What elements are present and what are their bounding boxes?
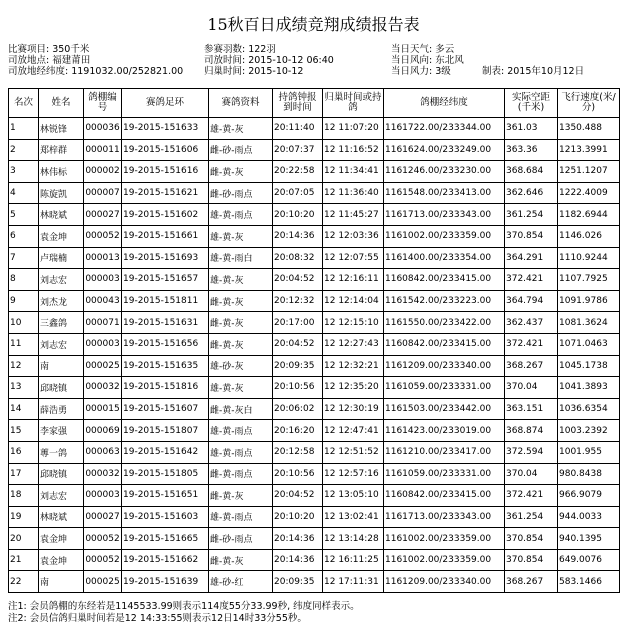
arrival-time-cell: 12 11:36:40 <box>323 182 384 204</box>
table-row <box>9 269 620 291</box>
bird-info-cell: 雄-黄-雨点 <box>209 506 273 528</box>
distance-cell: 368.267 <box>505 571 558 593</box>
distance-cell: 361.254 <box>505 204 558 226</box>
rank-cell: 3 <box>9 161 39 183</box>
arrival-time-cell: 12 17:11:31 <box>323 571 384 593</box>
arrival-time-cell: 12 12:47:41 <box>323 420 384 442</box>
speed-cell: 1110.9244 <box>558 247 620 269</box>
speed-cell: 1222.4009 <box>558 182 620 204</box>
ring-cell: 19-2015-151642 <box>122 441 209 463</box>
arrival-time-cell: 12 12:16:11 <box>323 269 384 291</box>
name-cell: 邱晓镇 <box>39 463 84 485</box>
table-row <box>9 506 620 528</box>
distance-cell: 364.291 <box>505 247 558 269</box>
wind-force: 当日风力: 3级 <box>391 66 451 77</box>
table-row <box>9 485 620 507</box>
col-arrival-time: 归巢时间或持鸽 <box>323 89 384 118</box>
speed-cell: 1041.3893 <box>558 377 620 399</box>
clock-time-cell: 20:04:52 <box>273 333 323 355</box>
loft-id-cell: 000032 <box>84 463 122 485</box>
bird-info-cell: 雄-黄-灰 <box>209 269 273 291</box>
distance-cell: 372.594 <box>505 441 558 463</box>
col-distance: 实际空距(千米) <box>505 89 558 118</box>
distance-cell: 370.854 <box>505 549 558 571</box>
coordinates-cell: 1161400.00/233354.00 <box>384 247 505 269</box>
col-speed: 飞行速度(米/分) <box>558 89 620 118</box>
ring-cell: 19-2015-151639 <box>122 571 209 593</box>
coordinates-cell: 1161059.00/233331.00 <box>384 377 505 399</box>
ring-cell: 19-2015-151656 <box>122 333 209 355</box>
bird-info-cell: 雄-黄-雨点 <box>209 441 273 463</box>
table-row <box>9 204 620 226</box>
arrival-time-cell: 12 12:15:10 <box>323 312 384 334</box>
speed-cell: 1213.3991 <box>558 139 620 161</box>
clock-time-cell: 20:09:35 <box>273 571 323 593</box>
arrival-time-cell: 12 13:02:41 <box>323 506 384 528</box>
rank-cell: 19 <box>9 506 39 528</box>
distance-cell: 364.794 <box>505 290 558 312</box>
speed-cell: 1091.9786 <box>558 290 620 312</box>
ring-cell: 19-2015-151657 <box>122 269 209 291</box>
speed-cell: 980.8438 <box>558 463 620 485</box>
ring-cell: 19-2015-151603 <box>122 506 209 528</box>
coordinates-cell: 1161713.00/233343.00 <box>384 204 505 226</box>
bird-info-cell: 雄-黄-雨点 <box>209 204 273 226</box>
name-cell: 陈旋凯 <box>39 182 84 204</box>
release-time: 司放时间: 2015-10-12 06:40 <box>204 55 334 66</box>
rank-cell: 7 <box>9 247 39 269</box>
ring-cell: 19-2015-151811 <box>122 290 209 312</box>
speed-cell: 966.9079 <box>558 485 620 507</box>
bird-info-cell: 雄-砂-灰 <box>209 355 273 377</box>
col-clock-time: 持鸽钟报到时间 <box>273 89 323 118</box>
arrival-time-cell: 12 12:57:16 <box>323 463 384 485</box>
bird-info-cell: 雌-黄-灰 <box>209 290 273 312</box>
coordinates-cell: 1161059.00/233331.00 <box>384 463 505 485</box>
name-cell: 邱晓镇 <box>39 377 84 399</box>
coordinates-cell: 1160842.00/233415.00 <box>384 269 505 291</box>
bird-info-cell: 雌-黄-灰 <box>209 485 273 507</box>
name-cell: 南 <box>39 355 84 377</box>
speed-cell: 944.0033 <box>558 506 620 528</box>
arrival-time-cell: 12 13:14:28 <box>323 528 384 550</box>
loft-id-cell: 000043 <box>84 290 122 312</box>
arrival-time-cell: 12 12:14:04 <box>323 290 384 312</box>
ring-cell: 19-2015-151651 <box>122 485 209 507</box>
clock-time-cell: 20:04:52 <box>273 485 323 507</box>
distance-cell: 363.151 <box>505 398 558 420</box>
bird-info-cell: 雌-黄-灰 <box>209 312 273 334</box>
speed-cell: 1350.488 <box>558 118 620 140</box>
name-cell: 刘志宏 <box>39 485 84 507</box>
distance-cell: 362.437 <box>505 312 558 334</box>
clock-time-cell: 20:14:36 <box>273 528 323 550</box>
coordinates-cell: 1161209.00/233340.00 <box>384 355 505 377</box>
distance-cell: 372.421 <box>505 485 558 507</box>
arrival-time-cell: 12 11:45:27 <box>323 204 384 226</box>
ring-cell: 19-2015-151693 <box>122 247 209 269</box>
table-row <box>9 441 620 463</box>
coordinates-cell: 1161002.00/233359.00 <box>384 528 505 550</box>
arrival-time-cell: 12 12:07:55 <box>323 247 384 269</box>
coordinates-cell: 1161624.00/233249.00 <box>384 139 505 161</box>
loft-id-cell: 000025 <box>84 571 122 593</box>
ring-cell: 19-2015-151665 <box>122 528 209 550</box>
col-name: 姓名 <box>39 89 84 118</box>
table-row <box>9 549 620 571</box>
clock-time-cell: 20:14:36 <box>273 225 323 247</box>
rank-cell: 16 <box>9 441 39 463</box>
rank-cell: 4 <box>9 182 39 204</box>
header-row <box>9 89 620 118</box>
table-row <box>9 571 620 593</box>
coordinates-cell: 1160842.00/233415.00 <box>384 333 505 355</box>
speed-cell: 1107.7925 <box>558 269 620 291</box>
rank-cell: 18 <box>9 485 39 507</box>
bird-info-cell: 雌-黄-灰 <box>209 333 273 355</box>
clock-time-cell: 20:12:58 <box>273 441 323 463</box>
distance-cell: 370.04 <box>505 377 558 399</box>
bird-info-cell: 雄-黄-灰 <box>209 118 273 140</box>
distance-cell: 372.421 <box>505 269 558 291</box>
clock-time-cell: 20:07:05 <box>273 182 323 204</box>
col-rank: 名次 <box>9 89 39 118</box>
speed-cell: 649.0076 <box>558 549 620 571</box>
name-cell: 卢瑞楠 <box>39 247 84 269</box>
clock-time-cell: 20:14:36 <box>273 549 323 571</box>
bird-info-cell: 雌-砂-雨点 <box>209 182 273 204</box>
name-cell: 林伟标 <box>39 161 84 183</box>
clock-time-cell: 20:10:20 <box>273 506 323 528</box>
bird-info-cell: 雄-砂-红 <box>209 571 273 593</box>
release-coordinates: 司放地经纬度: 1191032.00/252821.00 <box>8 66 184 77</box>
rank-cell: 9 <box>9 290 39 312</box>
loft-id-cell: 000063 <box>84 441 122 463</box>
arrival-time-cell: 12 11:34:41 <box>323 161 384 183</box>
distance-cell: 370.854 <box>505 225 558 247</box>
wind-direction: 当日风向: 东北风 <box>391 55 464 66</box>
rank-cell: 14 <box>9 398 39 420</box>
rank-cell: 6 <box>9 225 39 247</box>
loft-id-cell: 000002 <box>84 161 122 183</box>
loft-id-cell: 000052 <box>84 528 122 550</box>
clock-time-cell: 20:10:56 <box>273 463 323 485</box>
rank-cell: 15 <box>9 420 39 442</box>
ring-cell: 19-2015-151606 <box>122 139 209 161</box>
rank-cell: 22 <box>9 571 39 593</box>
loft-id-cell: 000027 <box>84 506 122 528</box>
ring-cell: 19-2015-151616 <box>122 161 209 183</box>
clock-time-cell: 20:08:32 <box>273 247 323 269</box>
table-row <box>9 290 620 312</box>
clock-time-cell: 20:09:35 <box>273 355 323 377</box>
loft-id-cell: 000003 <box>84 269 122 291</box>
distance-cell: 368.684 <box>505 161 558 183</box>
loft-id-cell: 000052 <box>84 549 122 571</box>
name-cell: 袁金坤 <box>39 549 84 571</box>
rank-cell: 12 <box>9 355 39 377</box>
coordinates-cell: 1161002.00/233359.00 <box>384 225 505 247</box>
arrival-time-cell: 12 16:11:25 <box>323 549 384 571</box>
speed-cell: 1182.6944 <box>558 204 620 226</box>
speed-cell: 1036.6354 <box>558 398 620 420</box>
table-row <box>9 398 620 420</box>
table-row <box>9 333 620 355</box>
distance-cell: 363.36 <box>505 139 558 161</box>
table-row <box>9 463 620 485</box>
name-cell: 袁金坤 <box>39 225 84 247</box>
name-cell: 薛浩勇 <box>39 398 84 420</box>
rank-cell: 11 <box>9 333 39 355</box>
rank-cell: 20 <box>9 528 39 550</box>
clock-time-cell: 20:16:20 <box>273 420 323 442</box>
table-row <box>9 377 620 399</box>
ring-cell: 19-2015-151607 <box>122 398 209 420</box>
clock-time-cell: 20:07:37 <box>273 139 323 161</box>
loft-id-cell: 000003 <box>84 485 122 507</box>
name-cell: 林晓斌 <box>39 506 84 528</box>
loft-id-cell: 000003 <box>84 333 122 355</box>
weather: 当日天气: 多云 <box>391 44 455 55</box>
bird-info-cell: 雌-砂-雨点 <box>209 528 273 550</box>
loft-id-cell: 000015 <box>84 398 122 420</box>
speed-cell: 583.1466 <box>558 571 620 593</box>
bird-info-cell: 雌-黄-灰 <box>209 161 273 183</box>
table-row <box>9 420 620 442</box>
ring-cell: 19-2015-151807 <box>122 420 209 442</box>
footnote-2: 注2: 会员信鸽归巢时间若是12 14:33:55则表示12日14时33分55秒。 <box>8 613 307 624</box>
bird-info-cell: 雌-砂-雨点 <box>209 139 273 161</box>
arrival-time-cell: 12 11:16:52 <box>323 139 384 161</box>
bird-info-cell: 雄-黄-雨白 <box>209 247 273 269</box>
clock-time-cell: 20:10:20 <box>273 204 323 226</box>
loft-id-cell: 000069 <box>84 420 122 442</box>
ring-cell: 19-2015-151662 <box>122 549 209 571</box>
speed-cell: 1071.0463 <box>558 333 620 355</box>
name-cell: 郑梓群 <box>39 139 84 161</box>
speed-cell: 1146.026 <box>558 225 620 247</box>
col-loft-id: 鸽棚编号 <box>84 89 122 118</box>
clock-time-cell: 20:06:02 <box>273 398 323 420</box>
name-cell: 蓴一鸽 <box>39 441 84 463</box>
loft-id-cell: 000011 <box>84 139 122 161</box>
ring-cell: 19-2015-151805 <box>122 463 209 485</box>
name-cell: 刘志宏 <box>39 333 84 355</box>
arrival-time-cell: 12 12:32:21 <box>323 355 384 377</box>
loft-id-cell: 000052 <box>84 225 122 247</box>
col-bird-info: 赛鸽资料 <box>209 89 273 118</box>
rank-cell: 21 <box>9 549 39 571</box>
name-cell: 林晓斌 <box>39 204 84 226</box>
table-row <box>9 528 620 550</box>
coordinates-cell: 1161713.00/233343.00 <box>384 506 505 528</box>
release-location: 司放地点: 福建莆田 <box>8 55 91 66</box>
speed-cell: 1251.1207 <box>558 161 620 183</box>
bird-info-cell: 雌-黄-灰 <box>209 549 273 571</box>
distance-cell: 362.646 <box>505 182 558 204</box>
arrival-time-cell: 12 12:03:36 <box>323 225 384 247</box>
report-title: 15秋百日成绩竞翔成绩报告表 <box>207 15 420 34</box>
loft-id-cell: 000036 <box>84 118 122 140</box>
col-ring: 赛鸽足环 <box>122 89 209 118</box>
table-row <box>9 247 620 269</box>
coordinates-cell: 1161722.00/233344.00 <box>384 118 505 140</box>
table-row <box>9 225 620 247</box>
results-table <box>8 88 620 593</box>
clock-time-cell: 20:12:32 <box>273 290 323 312</box>
coordinates-cell: 1161548.00/233413.00 <box>384 182 505 204</box>
arrival-time-cell: 12 13:05:10 <box>323 485 384 507</box>
name-cell: 南 <box>39 571 84 593</box>
name-cell: 刘杰龙 <box>39 290 84 312</box>
coordinates-cell: 1161002.00/233359.00 <box>384 549 505 571</box>
coordinates-cell: 1161210.00/233417.00 <box>384 441 505 463</box>
bird-info-cell: 雄-黄-雨点 <box>209 420 273 442</box>
name-cell: 李家强 <box>39 420 84 442</box>
speed-cell: 940.1395 <box>558 528 620 550</box>
rank-cell: 10 <box>9 312 39 334</box>
bird-info-cell: 雄-黄-灰 <box>209 377 273 399</box>
name-cell: 林锐锋 <box>39 118 84 140</box>
speed-cell: 1081.3624 <box>558 312 620 334</box>
tabulation-date: 制表: 2015年10月12日 <box>482 66 585 77</box>
coordinates-cell: 1161423.00/233019.00 <box>384 420 505 442</box>
coordinates-cell: 1161550.00/233422.00 <box>384 312 505 334</box>
footnotes <box>8 601 360 625</box>
table-row <box>9 312 620 334</box>
clock-time-cell: 20:11:40 <box>273 118 323 140</box>
ring-cell: 19-2015-151816 <box>122 377 209 399</box>
coordinates-cell: 1160842.00/233415.00 <box>384 485 505 507</box>
bird-info-cell: 雄-黄-灰 <box>209 225 273 247</box>
distance-cell: 361.254 <box>505 506 558 528</box>
coordinates-cell: 1161503.00/233442.00 <box>384 398 505 420</box>
loft-id-cell: 000013 <box>84 247 122 269</box>
return-date: 归巢时间: 2015-10-12 <box>204 66 304 77</box>
bird-info-cell: 雌-黄-雨点 <box>209 463 273 485</box>
loft-id-cell: 000032 <box>84 377 122 399</box>
arrival-time-cell: 12 12:27:43 <box>323 333 384 355</box>
arrival-time-cell: 12 12:35:20 <box>323 377 384 399</box>
arrival-time-cell: 12 12:51:52 <box>323 441 384 463</box>
distance-cell: 372.421 <box>505 333 558 355</box>
arrival-time-cell: 12 11:07:20 <box>323 118 384 140</box>
loft-id-cell: 000027 <box>84 204 122 226</box>
rank-cell: 13 <box>9 377 39 399</box>
name-cell: 三鑫鸽 <box>39 312 84 334</box>
loft-id-cell: 000025 <box>84 355 122 377</box>
ring-cell: 19-2015-151621 <box>122 182 209 204</box>
distance-cell: 370.04 <box>505 463 558 485</box>
coordinates-cell: 1161542.00/233223.00 <box>384 290 505 312</box>
loft-id-cell: 000007 <box>84 182 122 204</box>
rank-cell: 1 <box>9 118 39 140</box>
ring-cell: 19-2015-151602 <box>122 204 209 226</box>
distance-cell: 361.03 <box>505 118 558 140</box>
clock-time-cell: 20:22:58 <box>273 161 323 183</box>
speed-cell: 1003.2392 <box>558 420 620 442</box>
distance-cell: 370.854 <box>505 528 558 550</box>
name-cell: 袁金坤 <box>39 528 84 550</box>
table-row <box>9 355 620 377</box>
table-row <box>9 139 620 161</box>
coordinates-cell: 1161209.00/233340.00 <box>384 571 505 593</box>
table-row <box>9 161 620 183</box>
clock-time-cell: 20:17:00 <box>273 312 323 334</box>
table-row <box>9 118 620 140</box>
footnote-1: 注1: 会员鸽棚的东经若是1145533.99则表示114度55分33.99秒, 纬度同样表示。 <box>8 601 360 612</box>
table-row <box>9 182 620 204</box>
loft-id-cell: 000071 <box>84 312 122 334</box>
coordinates-cell: 1161246.00/233230.00 <box>384 161 505 183</box>
arrival-time-cell: 12 12:30:19 <box>323 398 384 420</box>
name-cell: 刘志宏 <box>39 269 84 291</box>
clock-time-cell: 20:04:52 <box>273 269 323 291</box>
race-distance: 比赛项目: 350千米 <box>8 44 90 55</box>
ring-cell: 19-2015-151633 <box>122 118 209 140</box>
col-coordinates: 鸽棚经纬度 <box>384 89 505 118</box>
rank-cell: 17 <box>9 463 39 485</box>
ring-cell: 19-2015-151661 <box>122 225 209 247</box>
rank-cell: 5 <box>9 204 39 226</box>
results-body <box>9 118 620 593</box>
rank-cell: 2 <box>9 139 39 161</box>
distance-cell: 368.874 <box>505 420 558 442</box>
entry-count: 参赛羽数: 122羽 <box>204 44 276 55</box>
rank-cell: 8 <box>9 269 39 291</box>
speed-cell: 1045.1738 <box>558 355 620 377</box>
distance-cell: 368.267 <box>505 355 558 377</box>
speed-cell: 1001.955 <box>558 441 620 463</box>
ring-cell: 19-2015-151631 <box>122 312 209 334</box>
bird-info-cell: 雌-黄-灰白 <box>209 398 273 420</box>
clock-time-cell: 20:10:56 <box>273 377 323 399</box>
ring-cell: 19-2015-151635 <box>122 355 209 377</box>
